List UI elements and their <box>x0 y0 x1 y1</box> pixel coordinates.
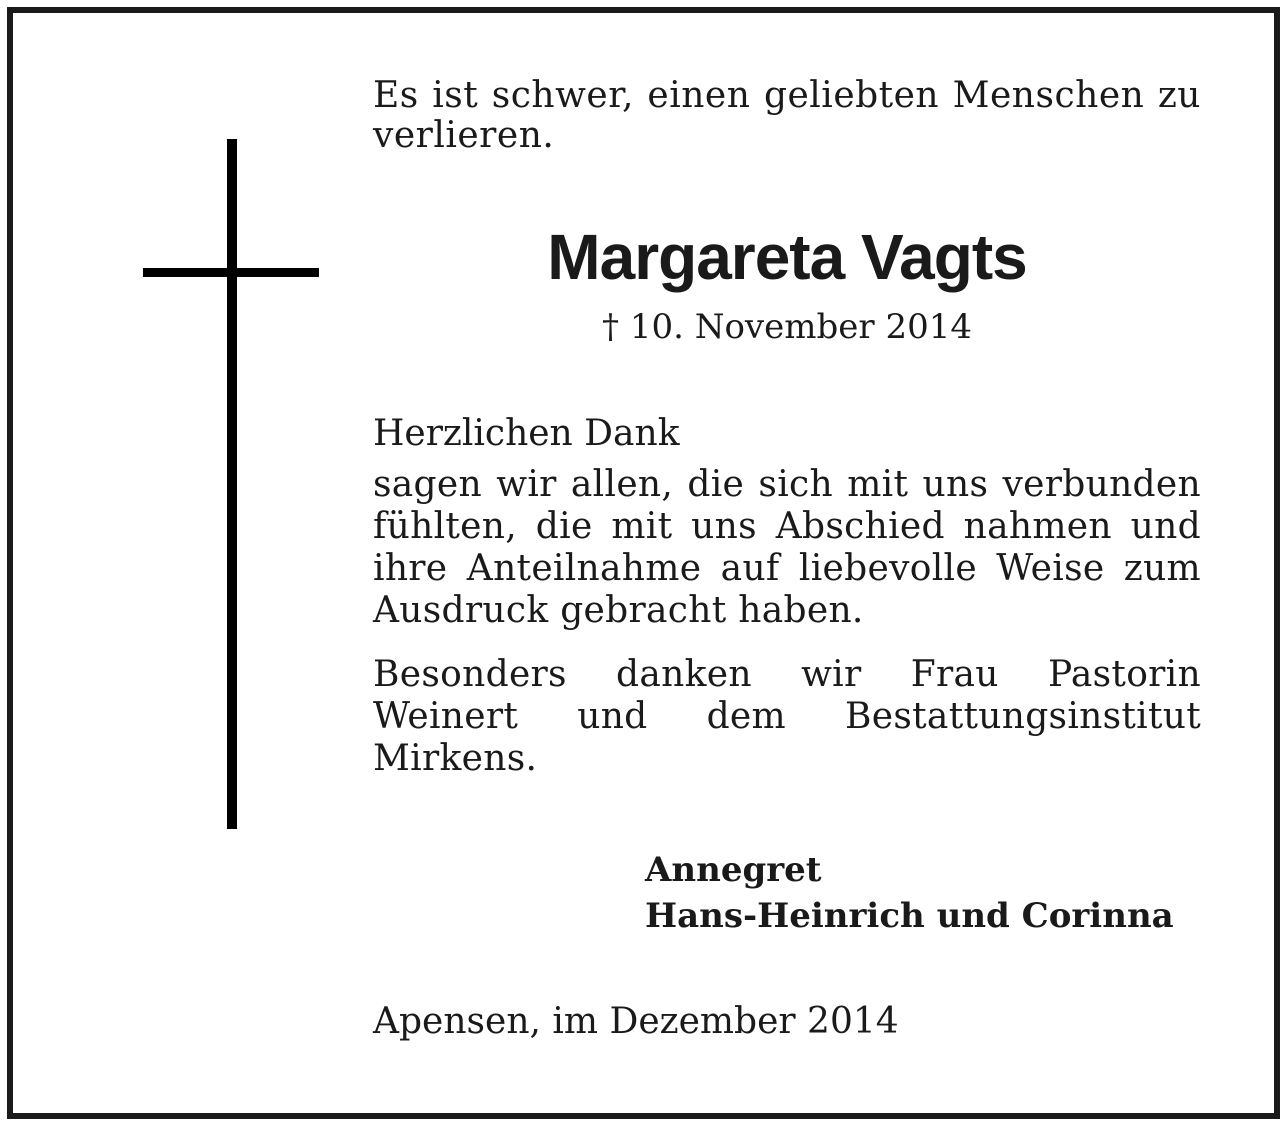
thanks-paragraph: sagen wir allen, die sich mit uns verbunden fühlten, die mit uns Abschied nahmen und ihre Anteilnahme auf liebevolle Weise zum Ausdruck gebracht haben. <box>373 464 1201 631</box>
cross-icon-vertical-bar <box>227 139 237 829</box>
thanks-heading: Herzlichen Dank <box>373 413 680 454</box>
place-and-date: Apensen, im Dezember 2014 <box>373 1001 899 1042</box>
signatory-1: Annegret <box>645 850 822 890</box>
death-date: † 10. November 2014 <box>602 307 972 347</box>
cross-icon-horizontal-bar <box>143 268 319 277</box>
deceased-name: Margareta Vagts <box>547 221 1027 293</box>
signatories <box>645 847 1201 939</box>
intro-text: Es ist schwer, einen geliebten Menschen zu verlieren. <box>373 75 1201 156</box>
signatory-2: Hans-Heinrich und Corinna <box>645 896 1174 936</box>
special-thanks-paragraph: Besonders danken wir Frau Pastorin Weinert und dem Bestattungsinstitut Mirkens. <box>373 654 1201 779</box>
